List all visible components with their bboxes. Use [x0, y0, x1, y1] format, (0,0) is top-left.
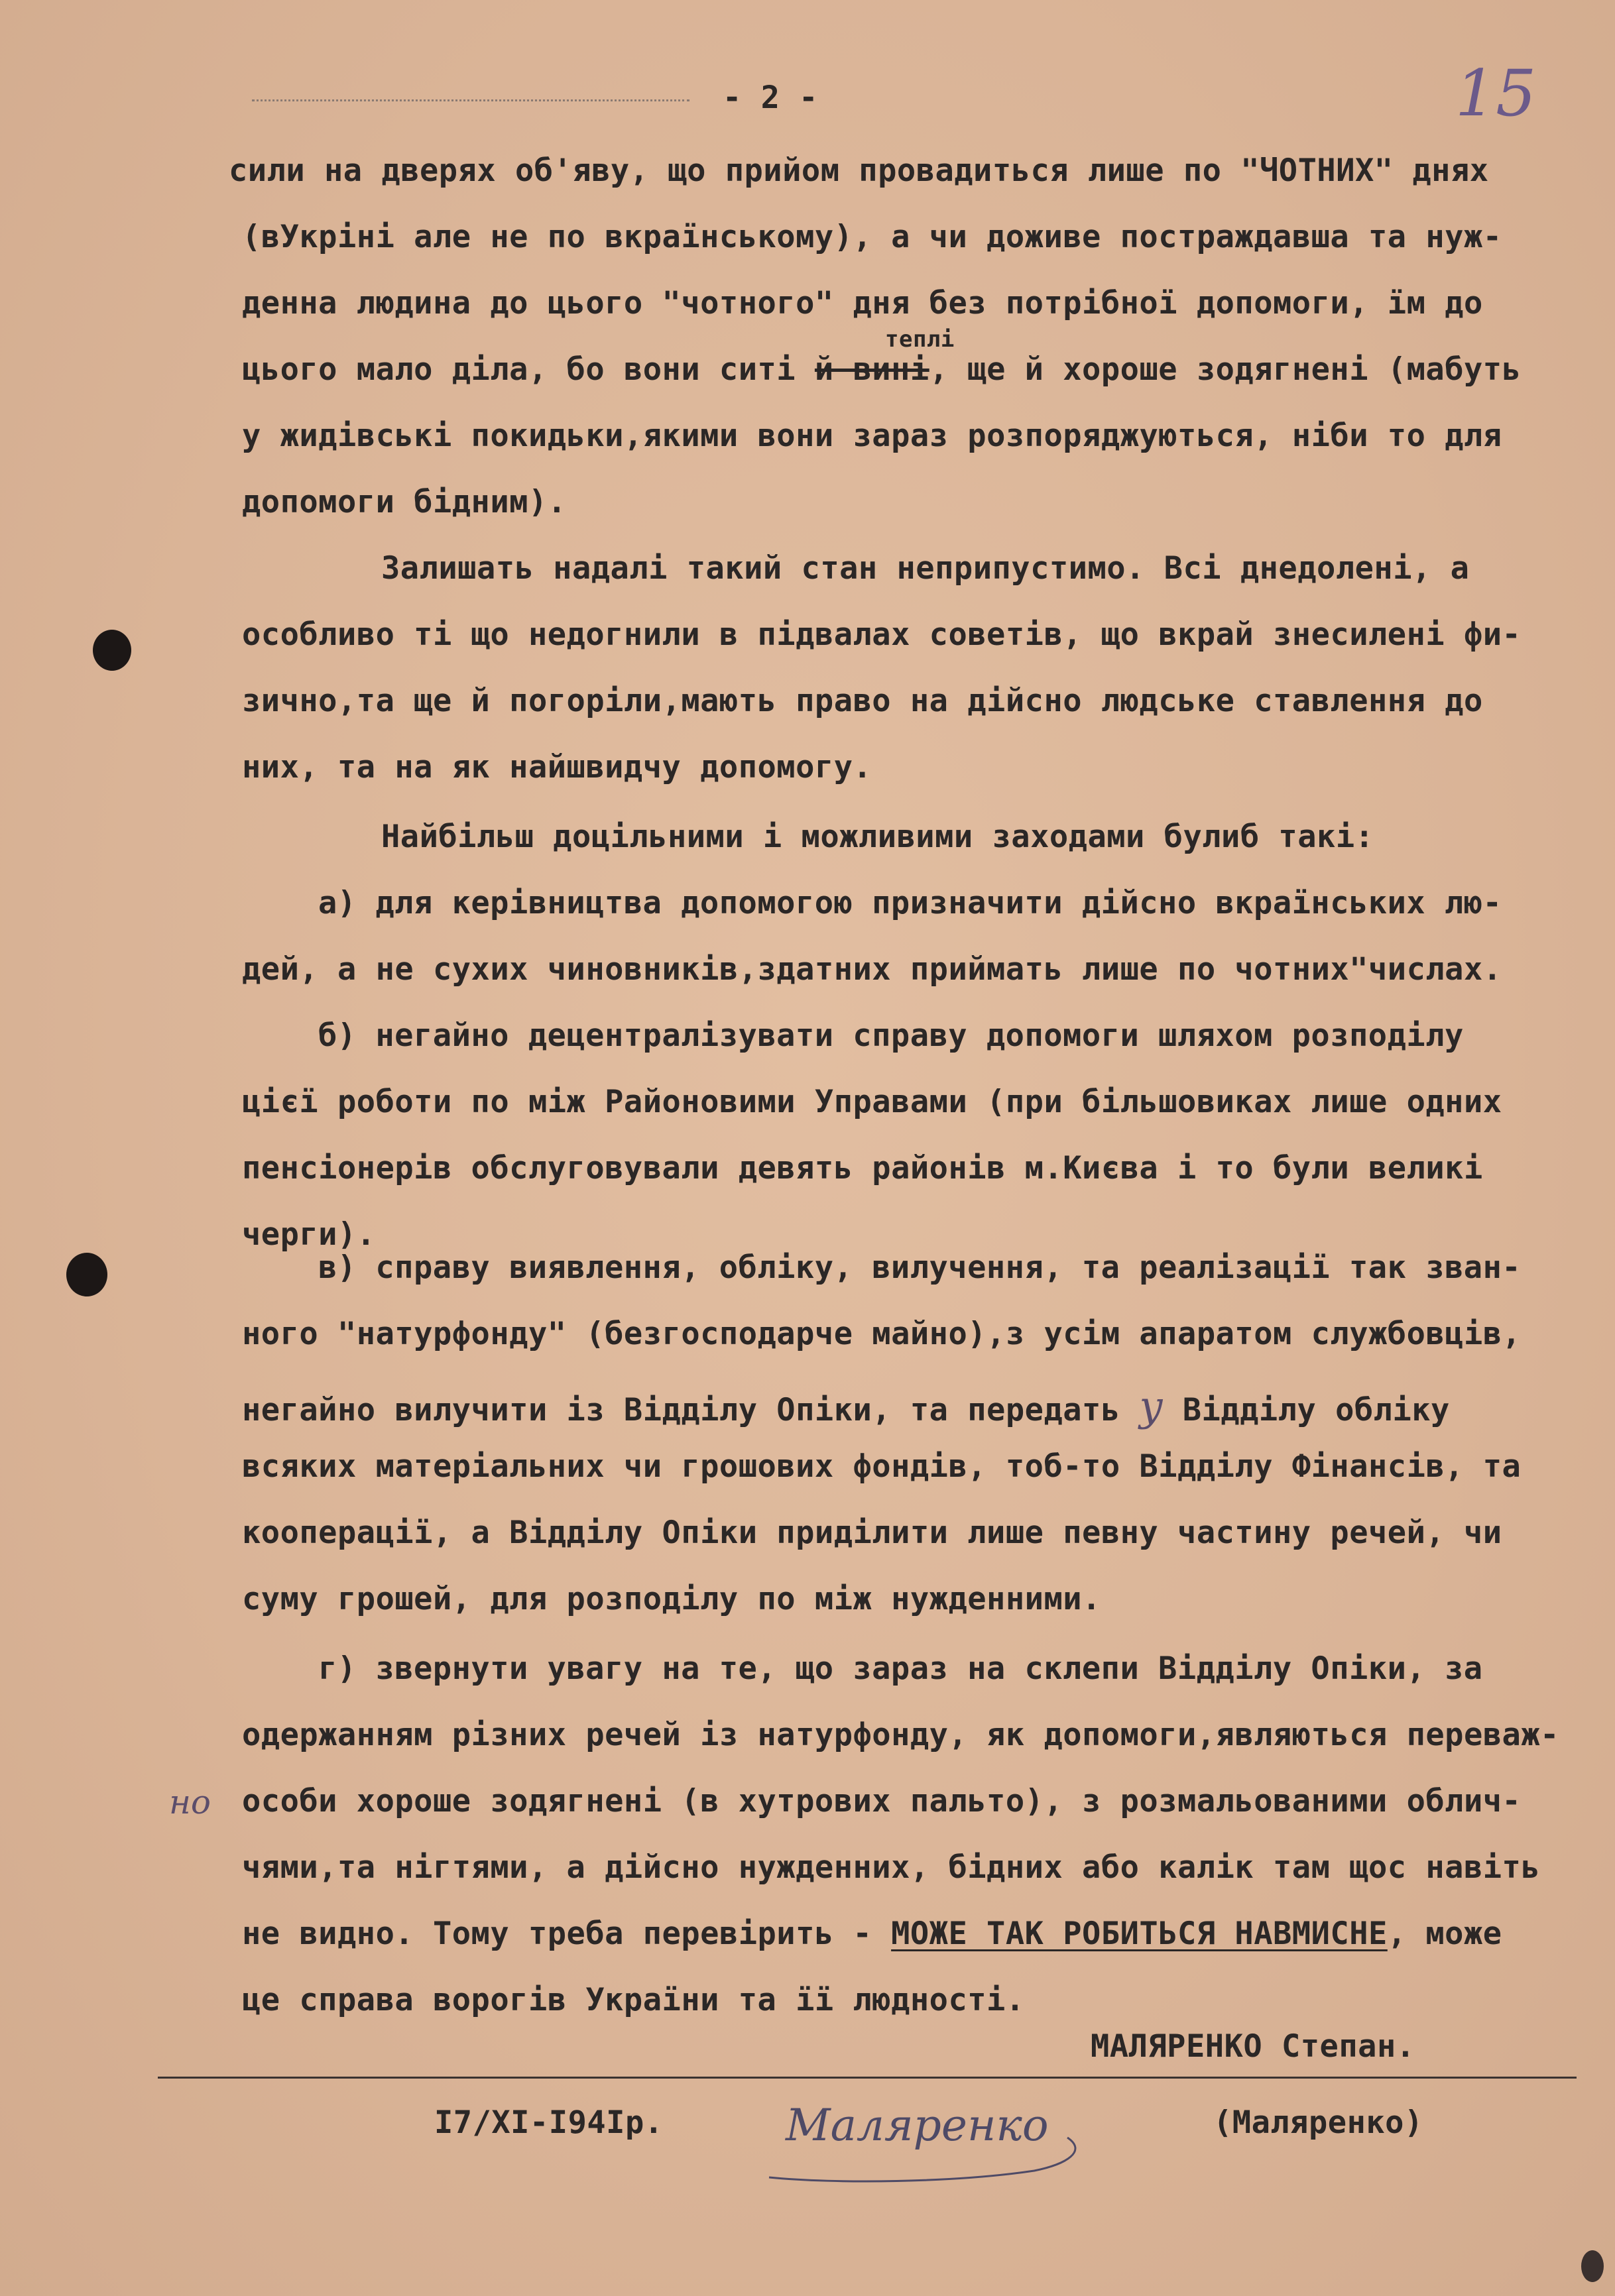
- text-line: (вУкріні але не по вкраїнському), а чи доживе постраждавша та нуж-: [242, 219, 1502, 255]
- text-segment: Відділу обліку: [1182, 1392, 1450, 1428]
- corner-mark: [1581, 2250, 1604, 2282]
- header-dotted-line: [252, 99, 689, 103]
- text-line: це справа ворогів України та її людності.: [242, 1982, 1025, 2018]
- text-line: всяких матеріальних чи грошових фондів, тоб-то Відділу Фінансів, та: [242, 1448, 1522, 1485]
- text-line: пенсіонерів обслуговували девять районів м.Києва і то були великі: [242, 1150, 1483, 1186]
- text-line: чями,та нігтями, а дійсно нужденних, бідних або калік там щос навіть: [242, 1849, 1541, 1886]
- text-line: [242, 1382, 1450, 1430]
- text-segment: , ще й хороше зодягнені (мабуть: [929, 351, 1522, 388]
- text-line: ного "натурфонду" (безгосподарче майно),з усім апаратом службовців,: [242, 1316, 1522, 1352]
- text-line: в) справу виявлення, обліку, вилучення, та реалізації так зван-: [318, 1249, 1522, 1286]
- text-segment: , може: [1387, 1916, 1502, 1952]
- text-line: кооперації, а Відділу Опіки приділити лише певну частину речей, чи: [242, 1515, 1502, 1551]
- margin-note: но: [169, 1783, 211, 1821]
- name-in-parentheses: (Маляренко): [1213, 2104, 1423, 2141]
- text-line: них, та на як найшвидчу допомогу.: [242, 749, 872, 785]
- text-line: особи хороше зодягнені (в хутрових пальто), з розмальованими облич-: [242, 1783, 1522, 1819]
- text-line: дей, а не сухих чиновників,здатних приймать лише по чотних"числах.: [242, 951, 1502, 988]
- text-line: Залишать надалі такий стан неприпустимо. Всі днедолені, а: [381, 550, 1470, 587]
- text-line: черги).: [242, 1216, 376, 1253]
- signature-flourish: [756, 2098, 1127, 2191]
- document-date: I7/XI-I94Iр.: [434, 2104, 664, 2141]
- page-number: - 2 -: [723, 80, 818, 116]
- text-line: г) звернути увагу на те, що зараз на склепи Відділу Опіки, за: [318, 1650, 1483, 1687]
- text-line: а) для керівництва допомогою призначити дійсно вкраїнських лю-: [318, 885, 1502, 921]
- text-line: суму грошей, для розподілу по між нужденними.: [242, 1581, 1101, 1617]
- text-line: допомоги бідним).: [242, 484, 567, 520]
- handwritten-signature: Маляренко: [786, 2100, 1049, 2151]
- text-line: цієї роботи по між Районовими Управами (при більшовиках лише одних: [242, 1084, 1502, 1120]
- text-segment: негайно вилучити із Відділу Опіки, та передать: [242, 1392, 1120, 1428]
- text-segment: у жидівські покидьки,: [242, 418, 643, 454]
- text-line: [242, 351, 1521, 388]
- archive-folio-number: 15: [1455, 56, 1537, 131]
- text-segment: не видно. Тому треба перевірить -: [242, 1916, 872, 1952]
- text-line: сили на дверях об'яву, що прийом провадиться лише по "ЧОТНИХ" днях: [229, 152, 1489, 189]
- underlined-phrase: МОЖЕ ТАК РОБИТЬСЯ НАВМИСНЕ: [891, 1916, 1388, 1952]
- text-line: особливо ті що недогнили в підвалах советів, що вкрай знесилені фи-: [242, 616, 1522, 653]
- signatory-name: МАЛЯРЕНКО Степан.: [1091, 2028, 1415, 2065]
- text-line: [242, 1916, 1502, 1952]
- ink-blot: [66, 1253, 107, 1296]
- text-line: зично,та ще й погоріли,мають право на дійсно людське ставлення до: [242, 683, 1483, 719]
- inserted-word: теплі: [885, 326, 955, 353]
- text-line: Найбільш доцільними і можливими заходами булиб такі:: [381, 819, 1374, 855]
- struck-word: й вині: [814, 351, 929, 388]
- handwritten-insert: у: [1139, 1382, 1164, 1430]
- text-line: б) негайно децентралізувати справу допомоги шляхом розподілу: [318, 1017, 1464, 1054]
- ink-blot: [93, 630, 131, 671]
- text-segment: цього мало діла, бо вони ситі: [242, 351, 796, 388]
- text-line: денна людина до цього "чотного" дня без потрібної допомоги, їм до: [242, 285, 1483, 321]
- text-segment: якими вони зараз розпоряджуються, ніби то для: [642, 418, 1502, 454]
- text-line: [242, 418, 1502, 454]
- divider-line: [158, 2077, 1577, 2079]
- text-line: одержанням різних речей із натурфонду, як допомоги,являються переваж-: [242, 1717, 1559, 1753]
